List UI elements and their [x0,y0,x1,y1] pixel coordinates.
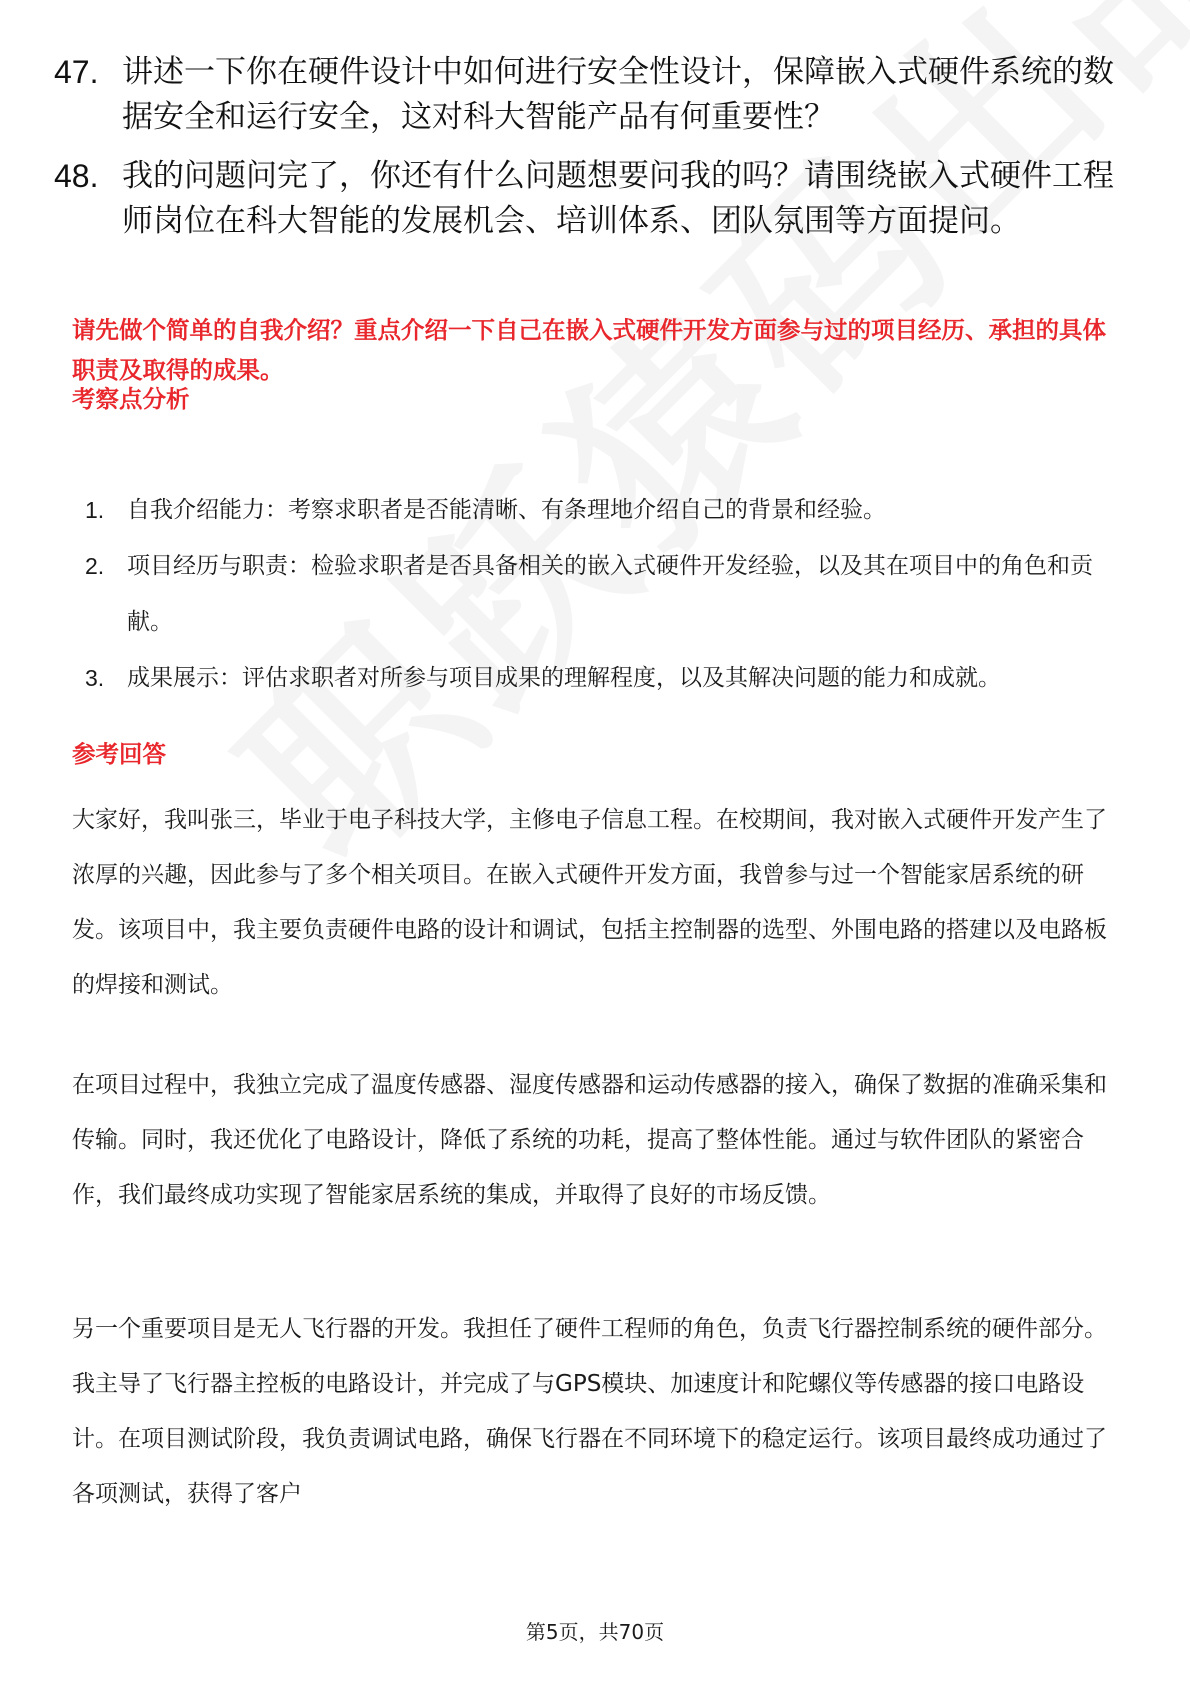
question-item [54,154,1134,244]
analysis-item-text: 自我介绍能力：考察求职者是否能清晰、有条理地介绍自己的背景和经验。 [127,497,886,523]
analysis-heading: 考察点分析 [72,385,190,413]
question-number: 48. [54,158,99,194]
question-text: 我的问题问完了，你还有什么问题想要问我的吗？请围绕嵌入式硬件工程师岗位在科大智能的发展机会、培训体系、团队氛围等方面提问。 [122,158,1114,239]
analysis-item [85,538,1125,650]
answer-paragraph: 另一个重要项目是无人飞行器的开发。我担任了硬件工程师的角色，负责飞行器控制系统的硬件部分。我主导了飞行器主控板的电路设计，并完成了与GPS模块、加速度计和陀螺仪等传感器的接口电路设计。在项目测试阶段，我负责调试电路，确保飞行器在不同环境下的稳定运行。该项目最终成功通过了各项测试，获得了客户 [72,1316,1107,1507]
analysis-item [85,650,1125,706]
page-footer: 第5页，共70页 [525,1620,665,1644]
analysis-item-number: 2. [85,553,105,579]
analysis-item-number: 1. [85,497,105,523]
answer-paragraph: 在项目过程中，我独立完成了温度传感器、湿度传感器和运动传感器的接入，确保了数据的准确采集和传输。同时，我还优化了电路设计，降低了系统的功耗，提高了整体性能。通过与软件团队的紧密合作，我们最终成功实现了智能家居系统的集成，并取得了良好的市场反馈。 [72,1072,1107,1208]
question-item [54,50,1134,140]
analysis-list [85,482,1125,706]
question-number: 47. [54,54,99,90]
answer-heading: 参考回答 [72,740,166,768]
analysis-item-number: 3. [85,665,105,691]
featured-question: 请先做个简单的自我介绍？重点介绍一下自己在嵌入式硬件开发方面参与过的项目经历、承担的具体职责及取得的成果。 [72,316,1106,384]
question-list [54,50,1134,258]
answer-paragraph: 大家好，我叫张三，毕业于电子科技大学，主修电子信息工程。在校期间，我对嵌入式硬件开发产生了浓厚的兴趣，因此参与了多个相关项目。在嵌入式硬件开发方面，我曾参与过一个智能家居系统的研发。该项目中，我主要负责硬件电路的设计和调试，包括主控制器的选型、外围电路的搭建以及电路板的焊接和测试。 [72,807,1107,998]
analysis-item-text: 成果展示：评估求职者对所参与项目成果的理解程度，以及其解决问题的能力和成就。 [127,665,1001,691]
analysis-item-text: 项目经历与职责：检验求职者是否具备相关的嵌入式硬件开发经验，以及其在项目中的角色和贡献。 [127,553,1093,635]
question-text: 讲述一下你在硬件设计中如何进行安全性设计，保障嵌入式硬件系统的数据安全和运行安全，这对科大智能产品有何重要性？ [122,54,1114,135]
analysis-item [85,482,1125,538]
